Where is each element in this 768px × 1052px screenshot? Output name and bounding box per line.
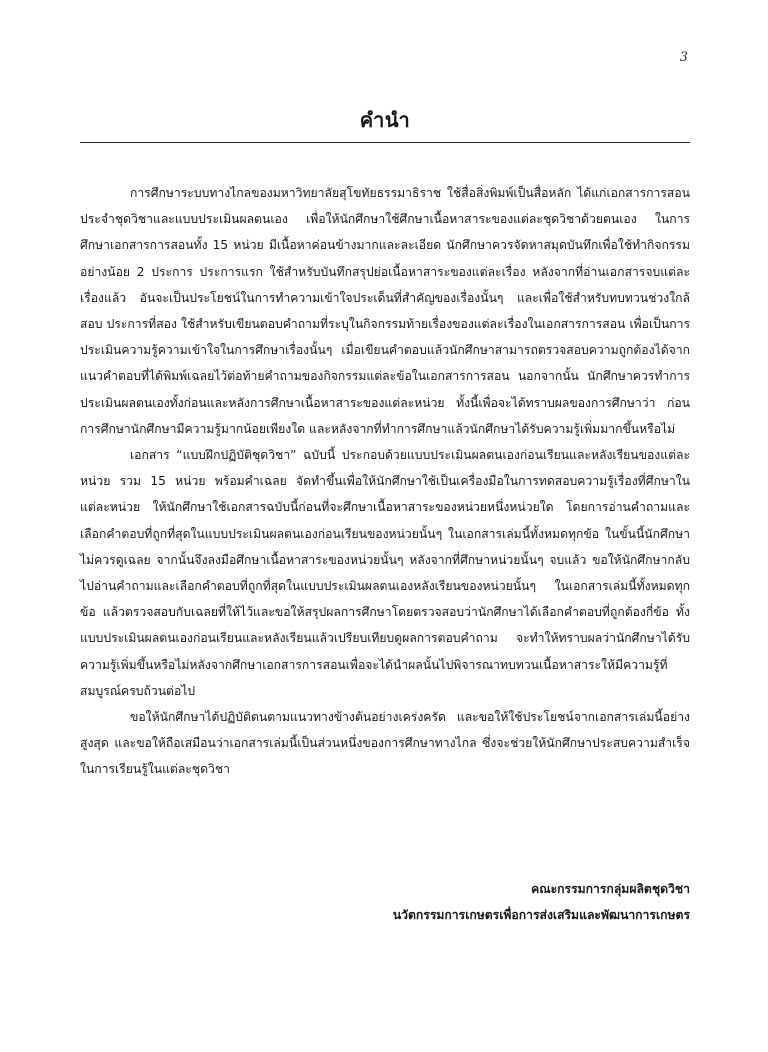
paragraph-1: การศึกษาระบบทางไกลของมหาวิทยาลัยสุโขทัยธรรมาธิราช ใช้สื่อสิ่งพิมพ์เป็นสื่อหลัก ได้แก่เอกสารการสอนประจำชุดวิชาและแบบประเมินผลตนเอง เพื่อให้นักศึกษาใช้ศึกษาเนื้อหาสาระของแต่ละชุดวิชาด้วยตนเอง ในการศึกษาเอกสารการสอนทั้ง 15 หน่วย มีเนื้อหาค่อนข้างมากและละเอียด นักศึกษาควรจัดหาสมุดบันทึกเพื่อใช้ทำกิจกรรมอย่างน้อย 2 ประการ ประการแรก ใช้สำหรับบันทึกสรุปย่อเนื้อหาสาระของแต่ละเรื่อง หลังจากที่อ่านเอกสารจบแต่ละเรื่องแล้ว อันจะเป็นประโยชน์ในการทำความเข้าใจประเด็นที่สำคัญของเรื่องนั้นๆ และเพื่อใช้สำหรับทบทวนช่วงใกล้สอบ ประการที่สอง ใช้สำหรับเขียนตอบคำถามที่ระบุในกิจกรรมท้ายเรื่องของแต่ละเรื่องในเอกสารการสอน เพื่อเป็นการประเมินความรู้ความเข้าใจในการศึกษาเรื่องนั้นๆ เมื่อเขียนคำตอบแล้วนักศึกษาสามารถตรวจสอบความถูกต้องได้จากแนวคำตอบที่ได้พิมพ์เฉลยไว้ต่อท้ายคำถามของกิจกรรมแต่ละข้อในเอกสารการสอน นอกจากนั้น นักศึกษาควรทำการประเมินผลตนเองทั้งก่อนและหลังการศึกษาเนื้อหาสาระของแต่ละหน่วย ทั้งนี้เพื่อจะได้ทราบผลของการศึกษาว่า ก่อนการศึกษานักศึกษามีความรู้มากน้อยเพียงใด และหลังจากที่ทำการศึกษาแล้วนักศึกษาได้รับความรู้เพิ่มมากขึ้นหรือไม่	[80, 186, 690, 436]
signature-course: นวัตกรรมการเกษตรเพื่อการส่งเสริมและพัฒนาการเกษตร	[392, 908, 690, 922]
page-number: 3	[679, 50, 688, 65]
body-text	[80, 180, 690, 783]
paragraph-3: ขอให้นักศึกษาได้ปฏิบัติตนตามแนวทางข้างต้นอย่างเคร่งครัด และขอให้ใช้ประโยชน์จากเอกสารเล่มนี้อย่างสูงสุด และขอให้ถือเสมือนว่าเอกสารเล่มนี้เป็นส่วนหนึ่งของการศึกษาทางไกล ซึ่งจะช่วยให้นักศึกษาประสบความสำเร็จในการเรียนรู้ในแต่ละชุดวิชา	[80, 710, 690, 777]
title-divider	[80, 142, 690, 143]
page-title: คำนำ	[359, 108, 411, 132]
signature-block	[393, 876, 690, 928]
signature-committee: คณะกรรมการกลุ่มผลิตชุดวิชา	[531, 882, 690, 896]
paragraph-2: เอกสาร “แบบฝึกปฏิบัติชุดวิชา” ฉบับนี้ ประกอบด้วยแบบประเมินผลตนเองก่อนเรียนและหลังเรียนของแต่ละหน่วย รวม 15 หน่วย พร้อมคำเฉลย จัดทำขึ้นเพื่อให้นักศึกษาใช้เป็นเครื่องมือในการทดสอบความรู้เรื่องที่ศึกษาในแต่ละหน่วย ให้นักศึกษาใช้เอกสารฉบับนี้ก่อนที่จะศึกษาเนื้อหาสาระของหน่วยหนึ่งหน่วยใด โดยการอ่านคำถามและเลือกคำตอบที่ถูกที่สุดในแบบประเมินผลตนเองก่อนเรียนของหน่วยนั้นๆ ในเอกสารเล่มนี้ทั้งหมดทุกข้อ ในขั้นนี้นักศึกษาไม่ควรดูเฉลย จากนั้นจึงลงมือศึกษาเนื้อหาสาระของหน่วยนั้นๆ หลังจากที่ศึกษาหน่วยนั้นๆ จบแล้ว ขอให้นักศึกษากลับไปอ่านคำถามและเลือกคำตอบที่ถูกที่สุดในแบบประเมินผลตนเองหลังเรียนของหน่วยนั้นๆ ในเอกสารเล่มนี้ทั้งหมดทุกข้อ แล้วตรวจสอบกับเฉลยที่ให้ไว้และขอให้สรุปผลการศึกษาโดยตรวจสอบว่านักศึกษาได้เลือกคำตอบที่ถูกต้องกี่ข้อ ทั้งแบบประเมินผลตนเองก่อนเรียนและหลังเรียนแล้วเปรียบเทียบดูผลการตอบคำถาม จะทำให้ทราบผลว่านักศึกษาได้รับความรู้เพิ่มขึ้นหรือไม่หลังจากศึกษาเอกสารการสอนเพื่อจะได้นำผลนั้นไปพิจารณาทบทวนเนื้อหาสาระให้มีความรู้ที่สมบูรณ์ครบถ้วนต่อไป	[80, 448, 690, 698]
